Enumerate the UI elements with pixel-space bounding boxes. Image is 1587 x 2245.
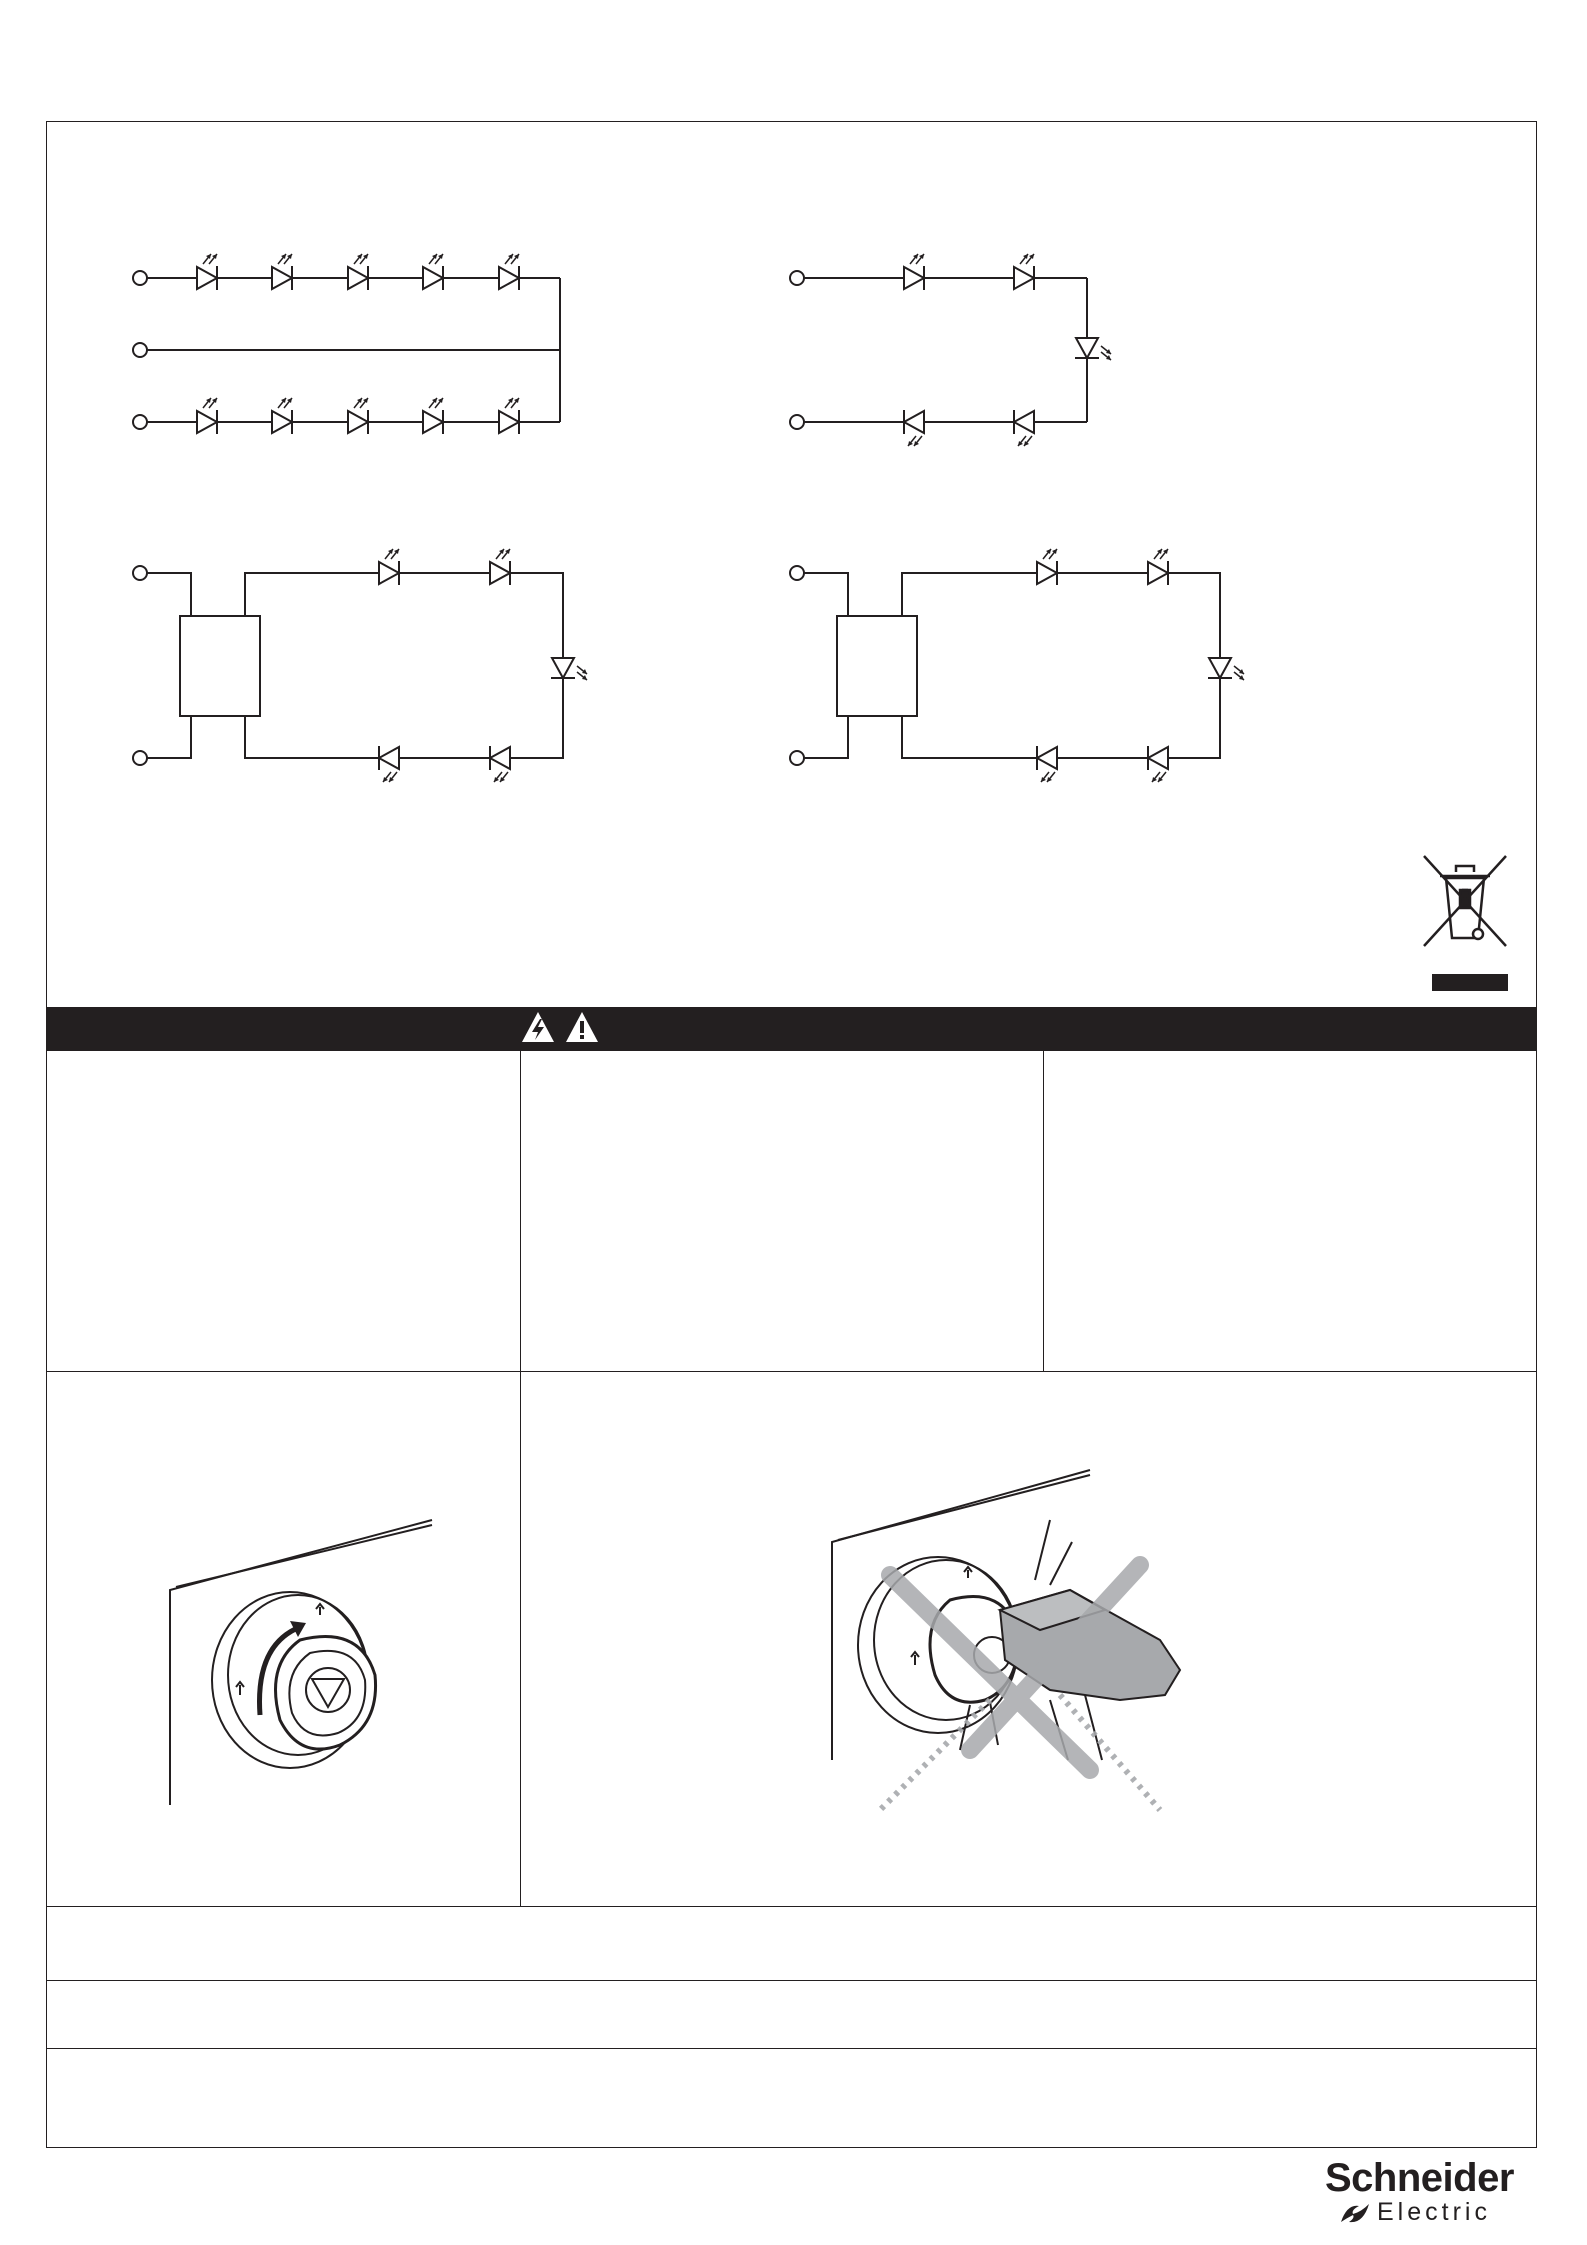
led-circuit-diagrams [0,0,1587,1000]
warning-section-bottom [46,1371,1537,1372]
warning-column-divider-2 [1043,1051,1044,1371]
warning-icons [520,1010,600,1048]
circuit-3-wires [133,566,563,765]
circuit-3-leds [379,549,587,782]
schneider-electric-logo [1325,2158,1540,2228]
circuit-4-wires [790,566,1220,765]
electric-shock-warning-icon [520,1010,556,1044]
note-row-divider-1 [46,1980,1537,1981]
turning-head-correct-installation [160,1515,440,1815]
circuit-2-wires [790,271,1087,429]
schneider-logo-mark-icon [1337,2202,1373,2226]
illustration-section-bottom [46,1906,1537,1907]
circuit-2-leds [904,254,1111,446]
circuit-1-wires [133,271,560,429]
illustration-divider [520,1371,521,1906]
logo-line-1: Schneider [1325,2156,1514,2200]
wrench-on-head-forbidden [820,1460,1240,1820]
circuit-4-leds [1037,549,1244,782]
circuit-1-leds [197,254,519,434]
danger-warning-bar [46,1007,1537,1051]
exclamation-warning-icon [564,1010,600,1044]
logo-line-2: Electric [1377,2198,1491,2226]
crossed-out-wheelie-bin-icon [1420,850,1510,995]
note-row-divider-2 [46,2048,1537,2049]
warning-column-divider-1 [520,1051,521,1371]
